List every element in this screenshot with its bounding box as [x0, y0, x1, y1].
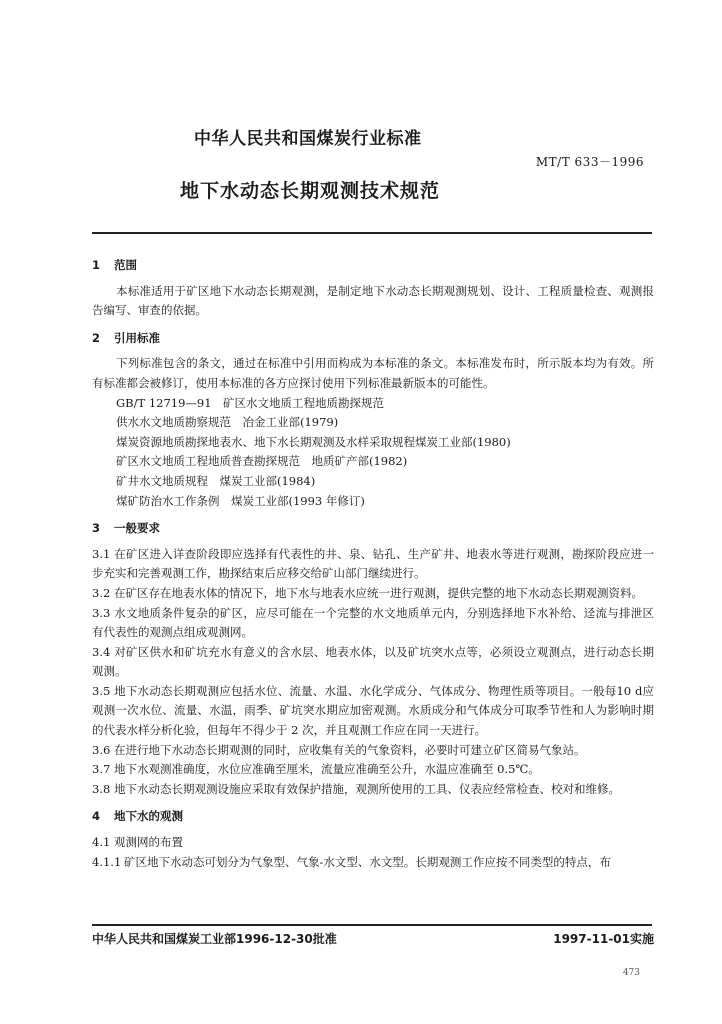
top-rule — [92, 232, 652, 234]
clause-number: 3.2 — [92, 585, 111, 600]
clause-text: 矿区地下水动态可划分为气象型、气象-水文型、水文型。长期观测工作应按不同类型的特点，布 — [124, 854, 611, 869]
approval-line: 中华人民共和国煤炭工业部1996-12-30批准 — [92, 932, 337, 946]
section-title: 地下水的观测 — [114, 809, 183, 824]
bottom-rule — [92, 924, 652, 926]
clause-text: 在进行地下水动态长期观测的同时，应收集有关的气象资料，必要时可建立矿区简易气象站。 — [114, 742, 586, 757]
clause — [92, 584, 654, 604]
clause-text: 地下水动态长期观测应包括水位、流量、水温、水化学成分、气体成分、物理性质等项目。一般每10 d应观测一次水位、流量、水温，雨季、矿坑突水期应加密观测。水质成分和气体成分可取季节性和人为影响时期的代表水样分析化验，但每年不得少于 2 次，并且观测工作应在同一天进行。 — [92, 683, 654, 738]
reference-item: 矿区水文地质工程地质普查勘探规范 地质矿产部(1982) — [116, 454, 408, 469]
clause-text: 水文地质条件复杂的矿区，应尽可能在一个完整的水文地质单元内，分别选择地下水补给、迳流与排泄区有代表性的观测点组成观测网。 — [92, 605, 654, 640]
document-title: 地下水动态长期观测技术规范 — [180, 180, 441, 202]
clause — [92, 545, 654, 584]
clause-number: 3.1 — [92, 546, 111, 561]
org-title: 中华人民共和国煤炭行业标准 — [194, 129, 422, 149]
clause — [92, 760, 654, 780]
clause-text: 在矿区进入详查阶段即应选择有代表性的井、泉、钻孔、生产矿井、地表水等进行观测，勘探阶段应进一步充实和完善观测工作，勘探结束后应移交给矿山部门继续进行。 — [92, 546, 654, 581]
section-heading — [92, 256, 654, 276]
clause-number: 3.4 — [92, 644, 111, 659]
reference-item: 矿井水文地质规程 煤炭工业部(1984) — [116, 473, 316, 488]
reference-item: 煤炭资源地质勘探地表水、地下水长期观测及水样采取规程煤炭工业部(1980) — [116, 434, 511, 449]
clause-number: 3.5 — [92, 683, 111, 698]
clause — [92, 643, 654, 682]
clause-text: 地下水动态长期观测设施应采取有效保护措施，观测所使用的工具、仪表应经常检查、校对和维修。 — [114, 781, 620, 796]
section-title: 一般要求 — [114, 521, 160, 536]
reference-item: GB/T 12719—91 矿区水文地质工程地质勘探规范 — [116, 395, 385, 410]
section-title: 引用标准 — [114, 330, 160, 345]
paragraph: 本标准适用于矿区地下水动态长期观测，是制定地下水动态长期观测规划、设计、工程质量检查、观测报告编写、审查的依据。 — [92, 283, 654, 318]
page-number: 473 — [622, 968, 640, 978]
subsection-heading — [92, 833, 654, 853]
standard-number: MT/T 633－1996 — [535, 155, 644, 169]
clause — [92, 853, 654, 873]
clause — [92, 780, 654, 800]
paragraph: 下列标准包含的条文，通过在标准中引用而构成为本标准的条文。本标准发布时，所示版本均为有效。所有标准都会被修订，使用本标准的各方应探讨使用下列标准最新版本的可能性。 — [92, 356, 654, 390]
reference-item: 供水水文地质勘察规范 冶金工业部(1979) — [116, 415, 339, 430]
clause-number: 3.3 — [92, 605, 111, 620]
subsection-number: 4.1 — [92, 835, 111, 850]
clause-text: 地下水观测准确度，水位应准确至厘米，流量应准确至公升，水温应准确至 0.5℃。 — [114, 762, 540, 777]
section-number: 1 — [92, 258, 101, 272]
subsection-title: 观测网的布置 — [114, 835, 183, 850]
section-heading — [92, 519, 654, 539]
section-number: 4 — [92, 809, 101, 824]
clause-number: 3.7 — [92, 762, 111, 777]
clause-number: 4.1.1 — [92, 854, 122, 869]
clause — [92, 682, 654, 741]
section-heading — [92, 329, 654, 349]
clause-number: 3.8 — [92, 781, 111, 796]
reference-item: 煤矿防治水工作条例 煤炭工业部(1993 年修订) — [116, 493, 365, 508]
clause-text: 在矿区存在地表水体的情况下，地下水与地表水应统一进行观测，提供完整的地下水动态长期观测资料。 — [114, 585, 643, 600]
section-number: 2 — [92, 330, 101, 345]
implementation-date: 1997-11-01实施 — [553, 932, 654, 946]
section-title: 范围 — [114, 258, 137, 272]
clause-text: 对矿区供水和矿坑充水有意义的含水层、地表水体，以及矿坑突水点等，必须设立观测点，进行动态长期观测。 — [92, 644, 654, 679]
section-heading — [92, 807, 654, 827]
section-number: 3 — [92, 521, 101, 536]
clause-number: 3.6 — [92, 742, 111, 757]
clause — [92, 604, 654, 643]
clause — [92, 741, 654, 761]
document-body — [92, 256, 654, 872]
